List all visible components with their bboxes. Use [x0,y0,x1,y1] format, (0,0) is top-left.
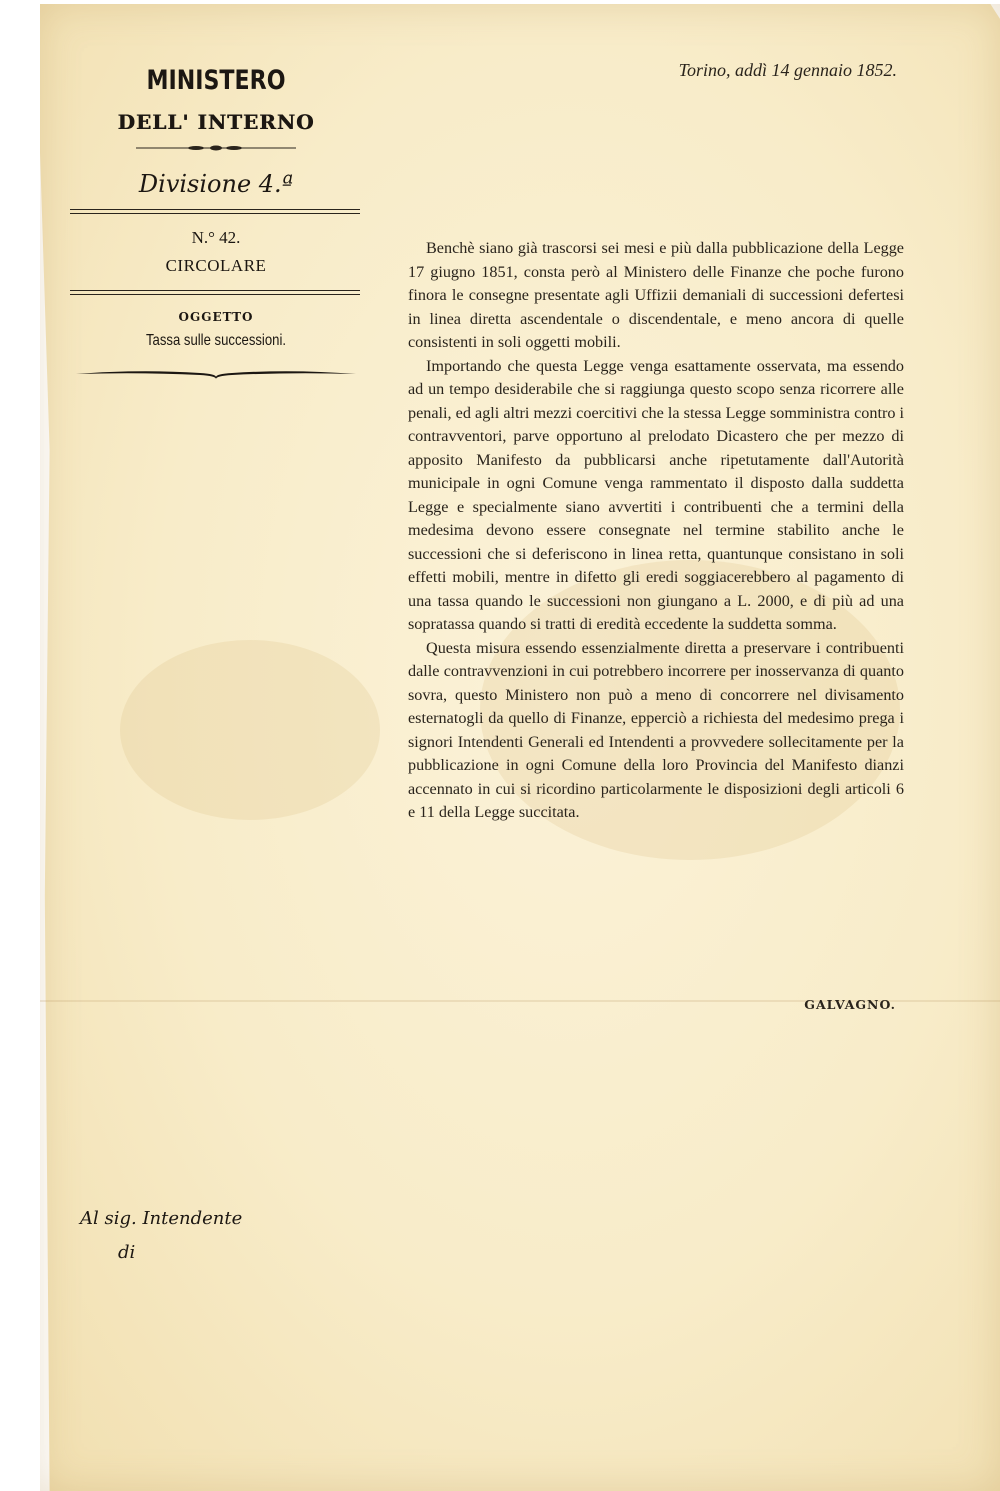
division-label: Divisione 4.ª [138,170,294,198]
double-rule [70,209,360,214]
letter-body [408,237,904,825]
ornament-rule [136,144,296,152]
ministry-subtitle: DELL' INTERNO [117,110,315,134]
circular-label: CIRCOLARE [165,256,267,275]
ministry-title: MINISTERO [146,65,286,96]
swell-rule [70,367,362,381]
subject-heading: OGGETTO [178,310,254,324]
circular-number: N.° 42. [191,228,241,247]
body-paragraph: Benchè siano già trascorsi sei mesi e più dalla pubblicazione della Legge 17 giugno 1851, consta però al Ministero delle Finanze che poche furono finora le consegne presentate agli Uffizii demaniali di successioni defertesi in linea diretta ascendentale o discendentale, e meno ancora di quelle consistenti in soli oggetti mobili. [408,239,904,351]
addressee-line: di [118,1242,136,1263]
addressee-line: Al sig. Intendente [80,1208,243,1229]
signature: GALVAGNO. [804,997,896,1012]
letterhead [70,58,362,386]
double-rule [70,290,360,295]
date-line: Torino, addì 14 gennaio 1852. [678,60,897,80]
body-paragraph: Questa misura essendo essenzialmente diretta a preservare i contribuenti dalle contravvenzioni in cui potrebbero incorrere per inosservanza di quanto sovra, questo Ministero non può a meno di concorrere nel divisamento esternatogli da quello di Finanze, epperciò a richiesta del medesimo prega i signori Intendenti Generali ed Intendenti a provvedere sollecitamente per la pubblicazione in ogni Comune della loro Provincia del Manifesto dianzi accennato in cui si ricordino particolarmente le disposizioni degli articoli 6 e 11 della Legge succitata. [408,638,904,821]
addressee [80,1202,242,1270]
body-paragraph: Importando che questa Legge venga esattamente osservata, ma essendo ad un tempo desiderabile che si raggiunga questo scopo senza ricorrere alle penali, ed agli altri mezzi coercitivi che la stessa Legge somministra contro i contravventori, parve opportuno al prelodato Dicastero che per mezzo di apposito Manifesto da pubblicarsi anche ripetutamente dall'Autorità municipale in ogni Comune venga rammentato il disposto dalla suddetta Legge e specialmente siano avvertiti i contribuenti che a termini della medesima devono essere consegnate nel termine stabilito anche le successioni che si deferiscono in linea retta, quantunque consistano in soli effetti mobili, mentre in difetto gli eredi soggiacerebbero al pagamento di una tassa quando le successioni non giungano a L. 2000, e di più ad una sopratassa quando si tratti di eredità eccedente la suddetta somma. [408,356,904,633]
subject-text: Tassa sulle successioni. [145,332,287,349]
